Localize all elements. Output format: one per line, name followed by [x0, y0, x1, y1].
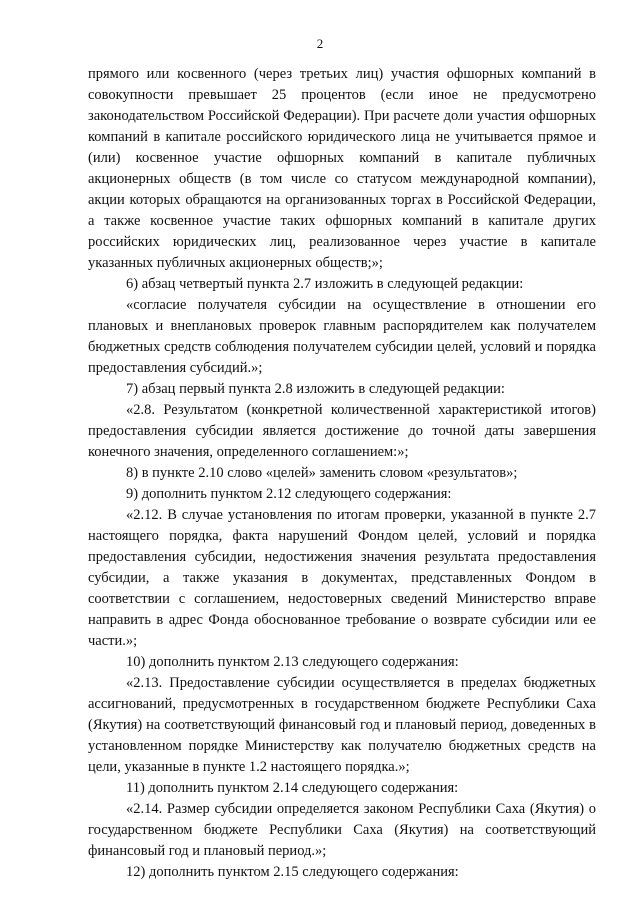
- paragraph: «согласие получателя субсидии на осуществление в отношении его плановых и внеплановых проверок главным распорядителем как получателем бюджетных средств соблюдения получателем субсидии целей, условий и порядка предоставления субсидий.»;: [88, 297, 596, 376]
- paragraph: 7) абзац первый пункта 2.8 изложить в следующей редакции:: [126, 381, 505, 397]
- paragraph: «2.14. Размер субсидии определяется законом Республики Саха (Якутия) о государственном бюджете Республики Саха (Якутия) на соответствующий финансовый год и плановый период.»;: [88, 801, 596, 859]
- paragraph: 10) дополнить пунктом 2.13 следующего содержания:: [126, 654, 459, 670]
- paragraph: «2.13. Предоставление субсидии осуществляется в пределах бюджетных ассигнований, предусмотренных в государственном бюджете Республики Саха (Якутия) на соответствующий финансовый год и плановый период, доведенных в установленном порядке Министерству как получателю бюджетных средств на цели, указанные в пункте 1.2 настоящего порядка.»;: [88, 675, 596, 775]
- paragraph: прямого или косвенного (через третьих лиц) участия офшорных компаний в совокупности превышает 25 процентов (если иное не предусмотрено законодательством Российской Федерации). При расчете доли участия офшорных компаний в капитале российского юридического лица не учитывается прямое и (или) косвенное участие офшорных компаний в капитале публичных акционерных обществ (в том числе со статусом международной компании), акции которых обращаются на организованных торгах в Российской Федерации, а также косвенное участие таких офшорных компаний в капитале других российских юридических лиц, реализованное через участие в капитале указанных публичных акционерных обществ;»;: [88, 66, 596, 271]
- paragraph: 8) в пункте 2.10 слово «целей» заменить словом «результатов»;: [126, 465, 518, 481]
- paragraph: 11) дополнить пунктом 2.14 следующего содержания:: [126, 780, 459, 796]
- paragraph: «2.12. В случае установления по итогам проверки, указанной в пункте 2.7 настоящего порядка, факта нарушений Фондом целей, условий и порядка предоставления субсидии, недостижения значения результата предоставления субсидии, а также указания в документах, представленных Фондом в соответствии с соглашением, недостоверных сведений Министерство вправе направить в адрес Фонда обоснованное требование о возврате субсидии или ее части.»;: [88, 507, 596, 649]
- document-body: [88, 64, 596, 883]
- paragraph: «2.8. Результатом (конкретной количественной характеристикой итогов) предоставления субсидии является достижение до точной даты завершения конечного значения, определенного соглашением:»;: [88, 402, 596, 460]
- page-number: 2: [316, 36, 324, 51]
- paragraph: 6) абзац четвертый пункта 2.7 изложить в следующей редакции:: [126, 276, 524, 292]
- paragraph: 12) дополнить пунктом 2.15 следующего содержания:: [126, 864, 459, 880]
- paragraph: 9) дополнить пунктом 2.12 следующего содержания:: [126, 486, 452, 502]
